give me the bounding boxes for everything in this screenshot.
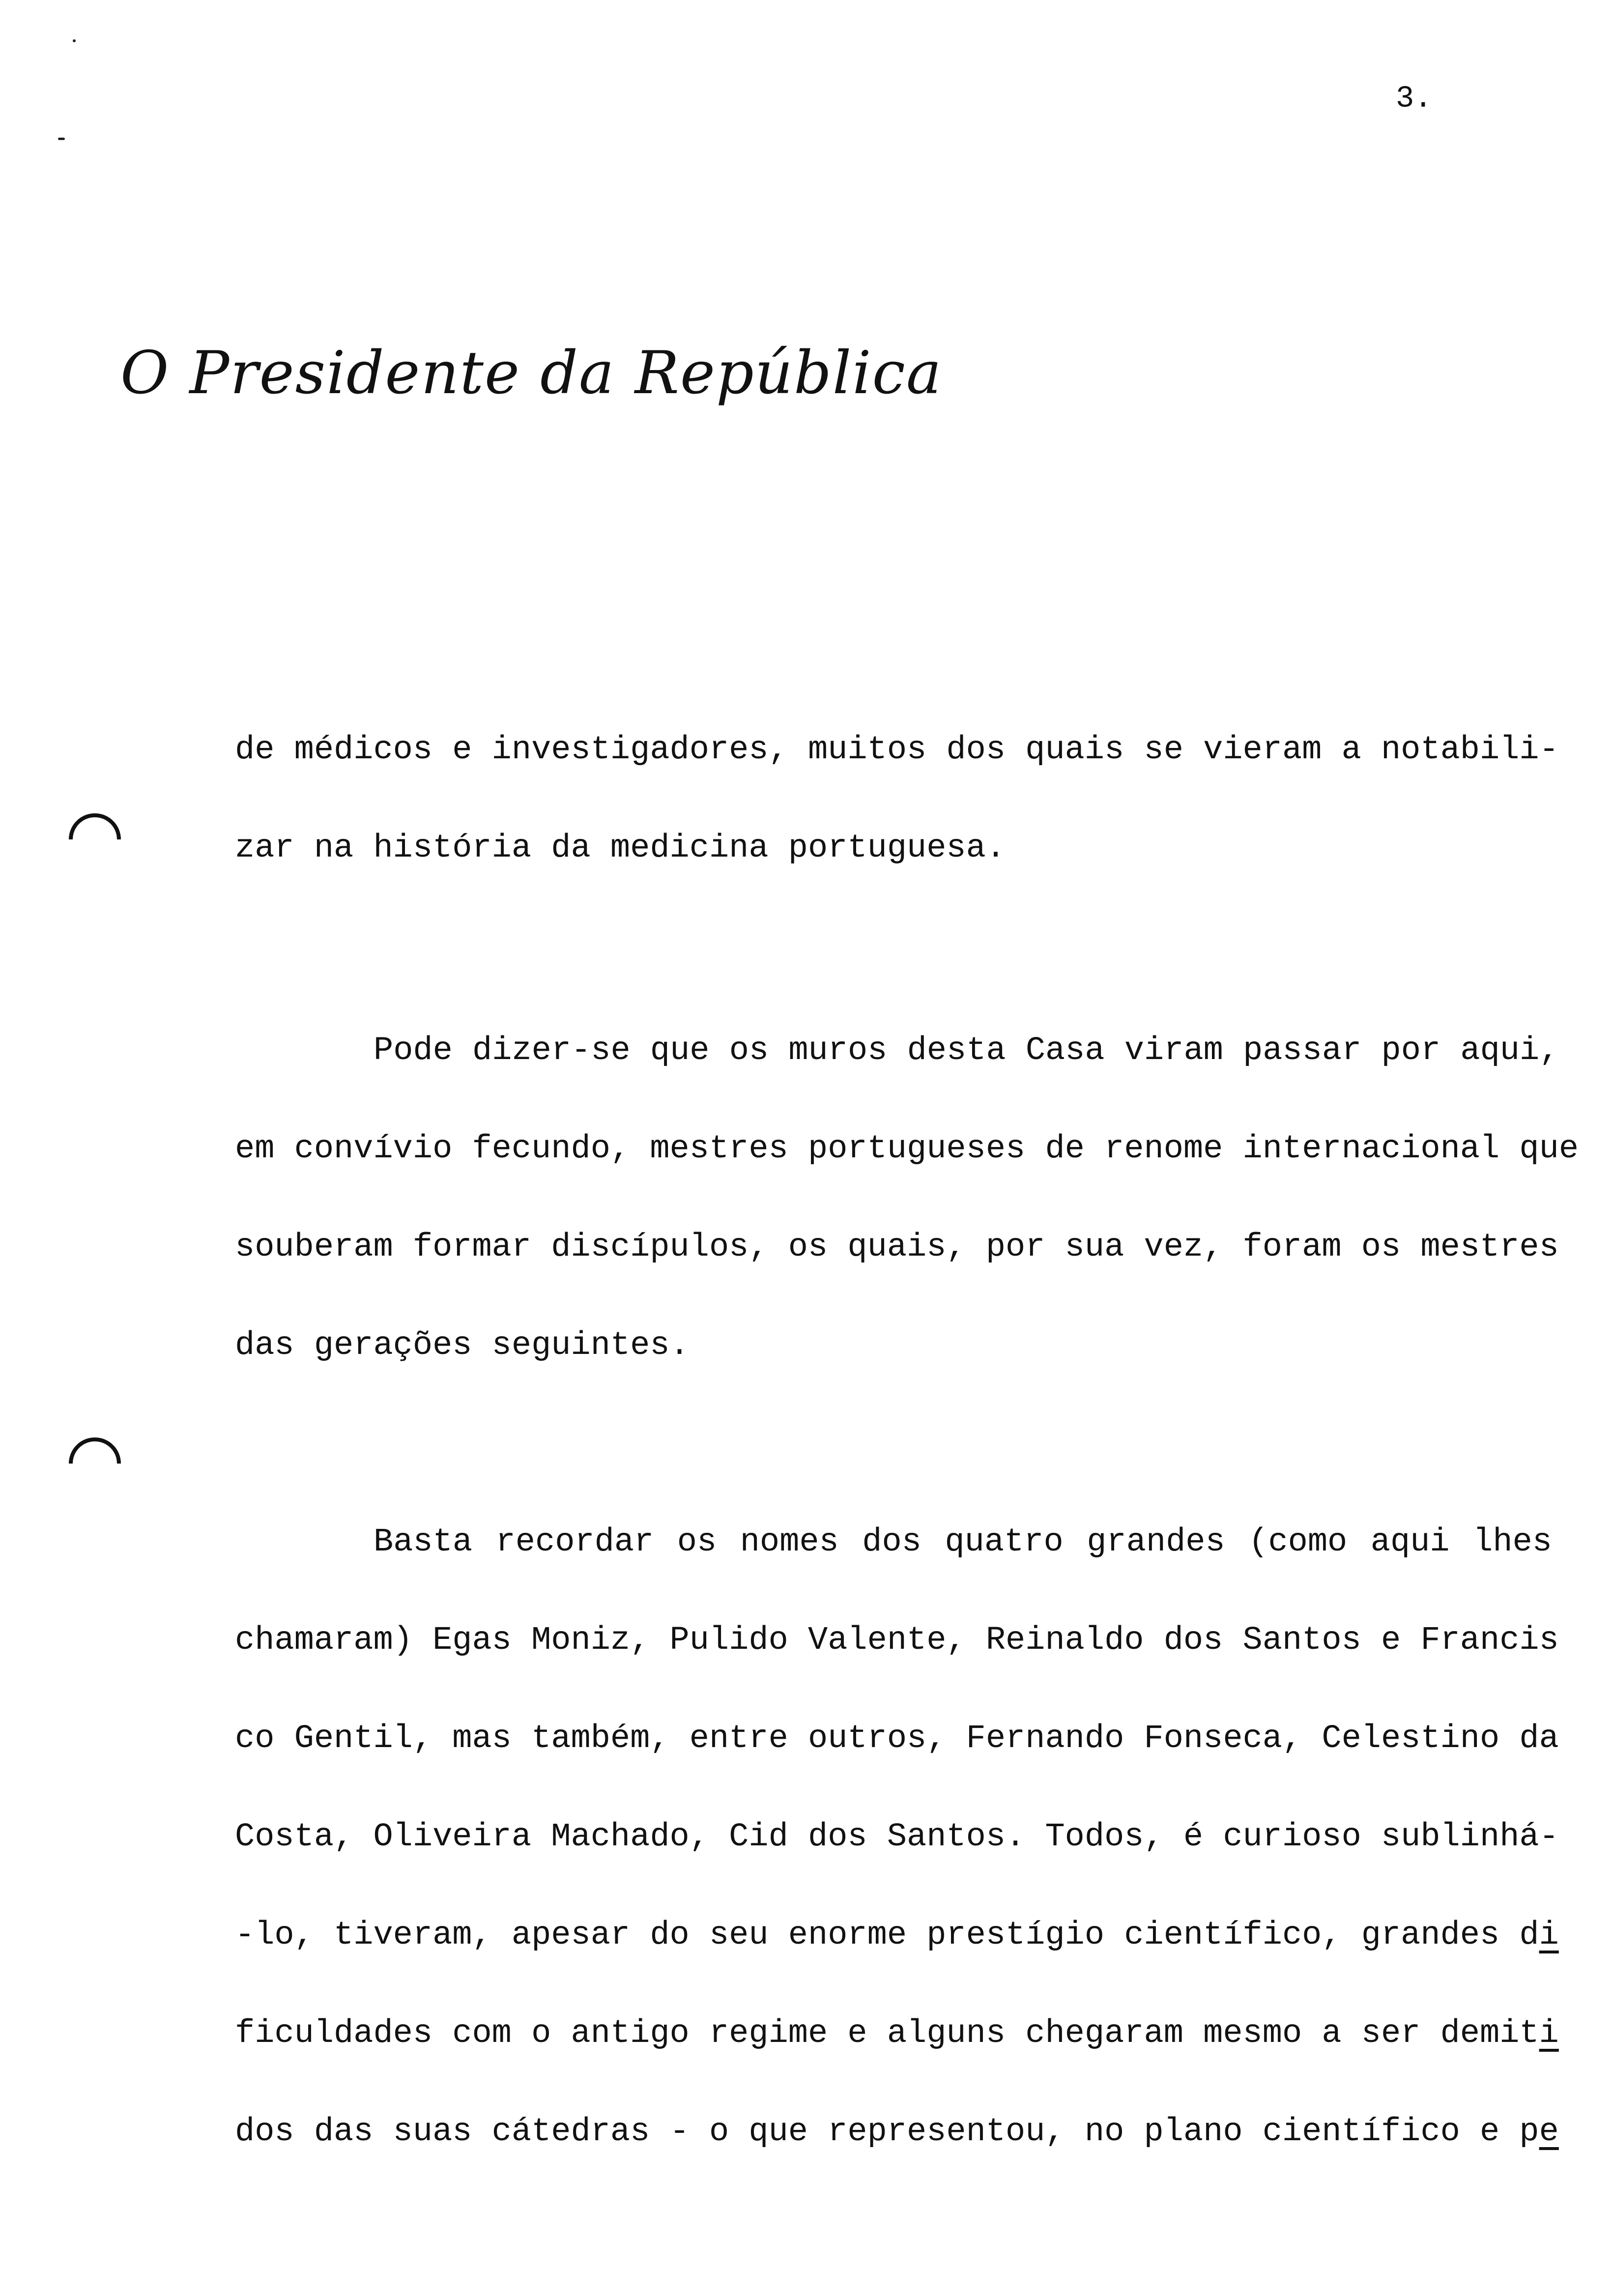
text-line [235, 2015, 1559, 2052]
text-line: zar na história da medicina portuguesa. [235, 830, 1006, 867]
hyphenation-underlined-char: i [1539, 2015, 1559, 2052]
page-number: 3. [1396, 81, 1433, 116]
hyphenation-underlined-char: e [1539, 2113, 1559, 2151]
letterhead-title: O Presidente da República [120, 339, 943, 407]
margin-speck-top [73, 39, 76, 42]
margin-binder-mark-2 [58, 1427, 132, 1500]
text-line: Costa, Oliveira Machado, Cid dos Santos. Todos, é curioso sublinhá- [235, 1818, 1559, 1856]
margin-dash-left [58, 138, 65, 140]
text-line [235, 1917, 1559, 1954]
text-line-main: -lo, tiveram, apesar do seu enorme prestígio científico, grandes d [235, 1917, 1539, 1954]
text-line-main: dos das suas cátedras - o que representou, no plano científico e p [235, 2113, 1539, 2151]
text-line: Pode dizer-se que os muros desta Casa viram passar por aqui, [374, 1032, 1559, 1069]
text-line: em convívio fecundo, mestres portugueses de renome internacional que [235, 1130, 1579, 1168]
text-line [235, 1622, 1559, 1659]
text-line: souberam formar discípulos, os quais, por sua vez, foram os mestres [235, 1229, 1559, 1266]
text-line: das gerações seguintes. [235, 1327, 690, 1364]
text-line: Basta recordar os nomes dos quatro grandes (como aqui lhes [374, 1523, 1552, 1561]
text-line [235, 2113, 1559, 2151]
text-line: co Gentil, mas também, entre outros, Fernando Fonseca, Celestino da [235, 1720, 1559, 1757]
text-line: de médicos e investigadores, muitos dos quais se vieram a notabili- [235, 731, 1559, 769]
hyphenation-underlined-char: i [1539, 1917, 1559, 1954]
margin-binder-mark-1 [58, 803, 132, 876]
text-line-main: chamaram) Egas Moniz, Pulido Valente, Reinaldo dos Santos e Francis [235, 1622, 1559, 1659]
text-line-main: ficuldades com o antigo regime e alguns chegaram mesmo a ser demit [235, 2015, 1539, 2052]
